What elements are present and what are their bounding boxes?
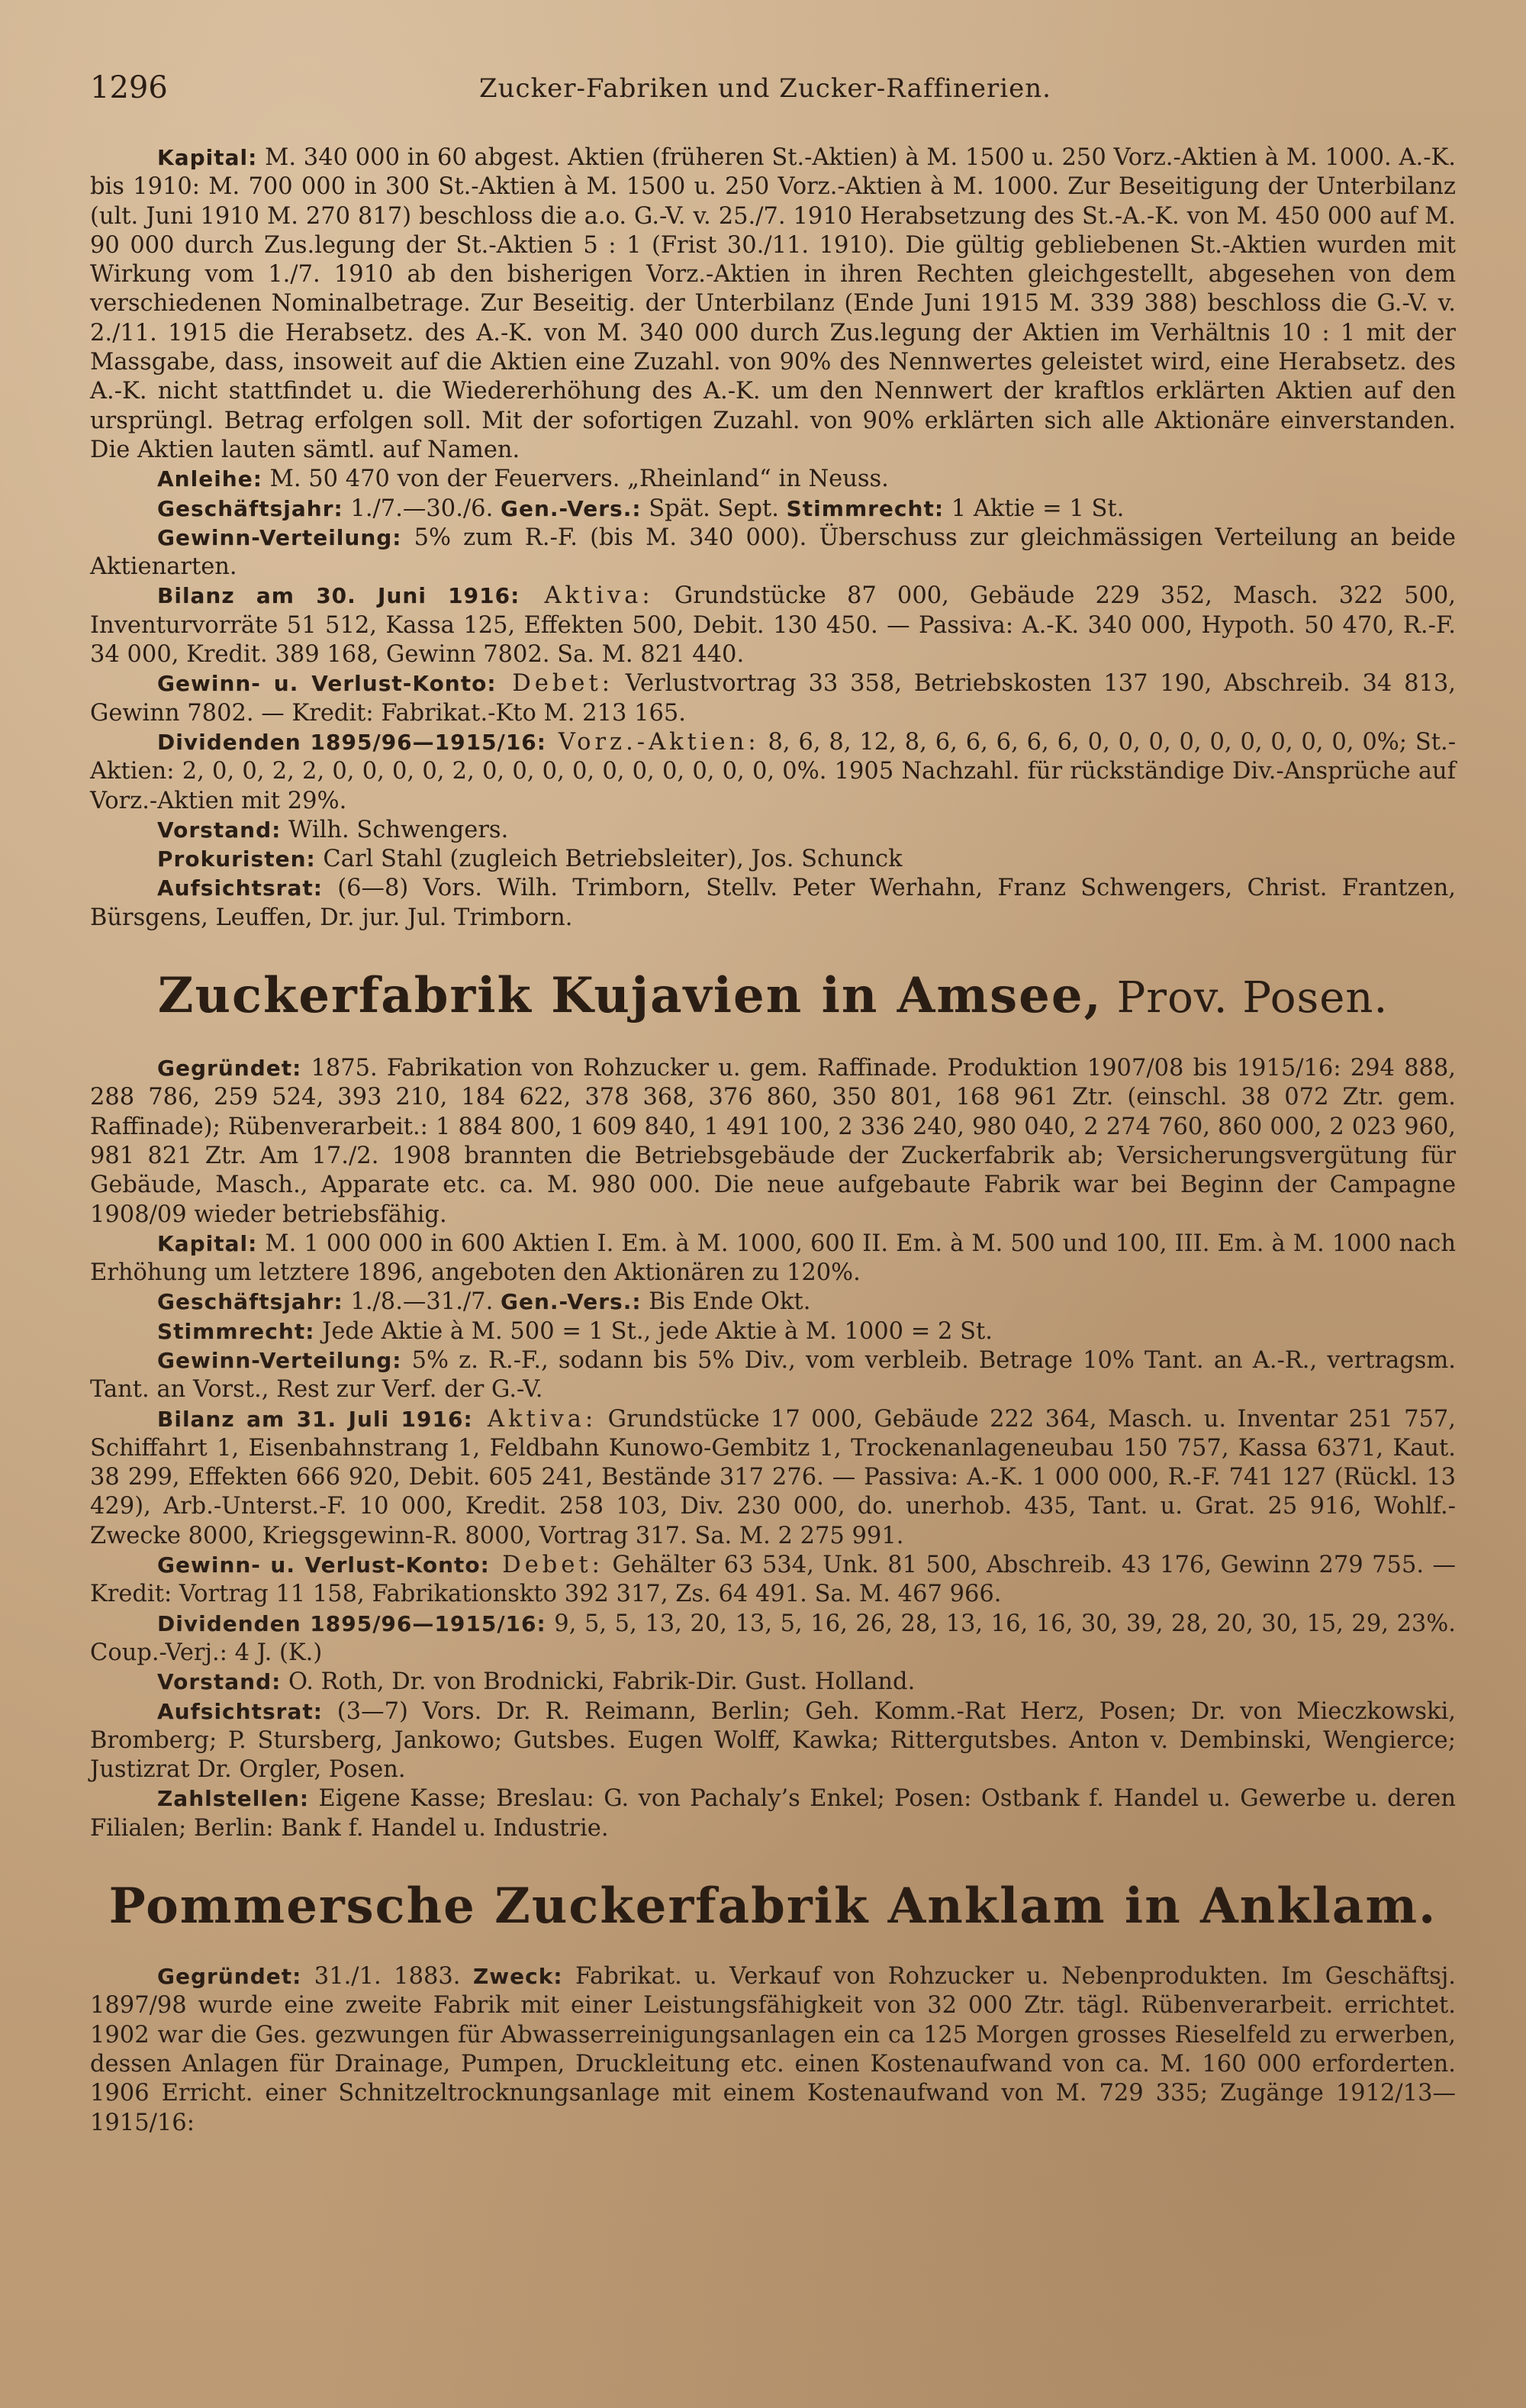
spaced-label: Aktiva: [472, 1405, 597, 1433]
entry-paragraph [90, 1405, 1456, 1551]
field-text: 1./7.—30./6. [343, 495, 501, 522]
field-label: Gewinn-Verteilung: [157, 1347, 402, 1373]
field-text: (3—7) Vors. Dr. R. Reimann, Berlin; Geh. Komm.-Rat Herz, Posen; Dr. von Mieczkowski, Bromberg; P. Stursberg, Jankowo; Gutsbes. Eugen Wolff, Kawka; Rittergutsbes. Anton v. Dembinski, Wengierce; Justizrat Dr. Orgler, Posen. [90, 1697, 1456, 1784]
page-content [90, 143, 1456, 2138]
entry-paragraph [90, 816, 1456, 845]
field-text: Spät. Sept. [641, 495, 787, 522]
entry-paragraph [90, 524, 1456, 582]
field-label: Gewinn- u. Verlust-Konto: [157, 671, 497, 697]
entry-paragraph [90, 495, 1456, 524]
company-title [90, 1878, 1456, 1936]
field-label: Aufsichtsrat: [157, 1698, 323, 1724]
company-name: Zuckerfabrik Kujavien in Amsee, [157, 967, 1103, 1025]
field-text: 1./8.—31./7. [343, 1288, 501, 1316]
field-label: Kapital: [157, 145, 258, 170]
entry-paragraph [90, 1054, 1456, 1230]
entry-paragraph [90, 845, 1456, 874]
field-label: Vorstand: [157, 817, 282, 843]
field-label: Bilanz am 30. Juni 1916: [157, 583, 520, 609]
field-label: Prokuristen: [157, 846, 316, 872]
entry-paragraph [90, 669, 1456, 728]
field-text: Verlustvortrag 33 358, Betriebskosten 137 190, Abschreib. 34 813, Gewinn 7802. — Kredit: Fabrikat.-Kto M. 213 165. [90, 670, 1456, 727]
field-label: Bilanz am 31. Juli 1916: [157, 1406, 473, 1432]
company-entry [90, 1880, 1456, 2138]
entry-paragraph [90, 1317, 1456, 1346]
entry-paragraph [90, 1551, 1456, 1610]
field-label: Anleihe: [157, 466, 262, 492]
field-text: Jede Aktie à M. 500 = 1 St., jede Aktie à M. 1000 = 2 St. [314, 1317, 993, 1345]
field-text: Fabrikat. u. Verkauf von Rohzucker u. Nebenprodukten. Im Geschäftsj. 1897/98 wurde eine zweite Fabrik mit einer Leistungsfähigkeit von 32 000 Ztr. tägl. Rübenverarbeit. errichtet. 1902 war die Ges. gezwungen für Abwasserreinigungsanlagen ein ca 125 Morgen grosses Rieselfeld zu erwerben, dessen Anlagen für Drainage, Pumpen, Druckleitung etc. einen Kostenaufwand von ca. M. 160 000 erforderten. 1906 Erricht. einer Schnitzeltrocknungsanlage mit einem Kostenaufwand von M. 729 335; Zugänge 1912/13—1915/16: [90, 1963, 1456, 2136]
field-label: Gegründet: [157, 1964, 302, 1990]
field-label: Stimmrecht: [157, 1318, 315, 1344]
company-entry [90, 969, 1456, 1843]
field-text: O. Roth, Dr. von Brodnicki, Fabrik-Dir. Gust. Holland. [281, 1668, 916, 1696]
page-header [90, 70, 1448, 116]
field-label: Dividenden 1895/96—1915/16: [157, 1610, 546, 1636]
field-text: Grundstücke 17 000, Gebäude 222 364, Masch. u. Inventar 251 757, Schiffahrt 1, Eisenbahnstrang 1, Feldbahn Kunowo-Gembitz 1, Trockenanlageneubau 150 757, Kassa 6371, Kaut. 38 299, Effekten 666 920, Debit. 605 241, Bestände 317 276. — Passiva: A.-K. 1 000 000, R.-F. 741 127 (Rückl. 13 429), Arb.-Unterst.-F. 10 000, Kredit. 258 103, Div. 230 000, do. unerhob. 435, Tant. u. Grat. 25 916, Wohlf.-Zwecke 8000, Kriegsgewinn-R. 8000, Vortrag 317. Sa. M. 2 275 991. [90, 1405, 1456, 1549]
field-label: Gen.-Vers.: [500, 1289, 642, 1315]
field-label: Gegründet: [157, 1056, 302, 1082]
field-text: M. 340 000 in 60 abgest. Aktien (früheren St.-Aktien) à M. 1500 u. 250 Vorz.-Aktien à M. 1000. A.-K. bis 1910: M. 700 000 in 300 St.-Aktien à M. 1500 u. 250 Vorz.-Aktien à M. 1000. Zur Beseitigung der Unterbilanz (ult. Juni 1910 M. 270 817) beschloss die a.o. G.-V. v. 25./7. 1910 Herabsetzung des St.-A.-K. von M. 450 000 auf M. 90 000 durch Zus.legung der St.-Aktien 5 : 1 (Frist 30./11. 1910). Die gültig gebliebenen St.-Aktien wurden mit Wirkung vom 1./7. 1910 ab den bisherigen Vorz.-Aktien in ihren Rechten gleichgestellt, abgesehen von dem verschiedenen Nominalbetrage. Zur Beseitig. der Unterbilanz (Ende Juni 1915 M. 339 388) beschloss die G.-V. v. 2./11. 1915 die Herabsetz. des A.-K. von M. 340 000 durch Zus.legung der Aktien im Verhältnis 10 : 1 mit der Massgabe, dass, insoweit auf die Aktien eine Zuzahl. von 90% des Nennwertes geleistet wird, eine Herabsetz. des A.-K. nicht stattfindet u. die Wiedererhöhung des A.-K. um den Nennwert der kraftlos erklärten Aktien auf den ursprüngl. Betrag erfolgen soll. Mit der sofortigen Zuzahl. von 90% erklärten sich alle Aktionäre einverstanden. Die Aktien lauten sämtl. auf Namen. [90, 144, 1456, 463]
running-title: Zucker-Fabriken und Zucker-Raffinerien. [479, 73, 1051, 104]
field-label: Aufsichtsrat: [157, 875, 323, 901]
field-text: Gehälter 63 534, Unk. 81 500, Abschreib. 43 176, Gewinn 279 755. — Kredit: Vortrag 11 158, Fabrikationskto 392 317, Zs. 64 491. Sa. M. 467 966. [90, 1552, 1457, 1608]
entry-paragraph [90, 582, 1456, 669]
field-text: 31./1. 1883. [301, 1963, 473, 1991]
spaced-label: Aktiva: [520, 582, 654, 610]
field-label: Stimmrecht: [786, 495, 945, 521]
field-label: Gewinn- u. Verlust-Konto: [157, 1552, 490, 1578]
entry-paragraph [90, 874, 1456, 933]
company-location: Prov. Posen. [1102, 973, 1389, 1023]
field-label: Zahlstellen: [157, 1786, 310, 1812]
entry-paragraph [90, 1784, 1456, 1843]
field-label: Geschäftsjahr: [157, 495, 343, 521]
entry-paragraph [90, 1288, 1456, 1317]
entry-paragraph [90, 1962, 1456, 2138]
entry-paragraph [90, 143, 1456, 465]
field-text: Bis Ende Okt. [641, 1288, 811, 1316]
field-text: M. 1 000 000 in 600 Aktien I. Em. à M. 1000, 600 II. Em. à M. 500 und 100, III. Em. à M. 1000 nach Erhöhung um letztere 1896, angeboten den Aktionären zu 120%. [90, 1230, 1456, 1287]
field-text: 5% z. R.-F., sodann bis 5% Div., vom verbleib. Betrage 10% Tant. an A.-R., vertragsm. Tant. an Vorst., Rest zur Verf. der G.-V. [90, 1346, 1456, 1404]
field-label: Dividenden 1895/96—1915/16: [157, 729, 546, 755]
entry-paragraph [90, 1610, 1456, 1668]
field-label: Gewinn-Verteilung: [157, 524, 402, 550]
field-text: (6—8) Vors. Wilh. Trimborn, Stellv. Peter Werhahn, Franz Schwengers, Christ. Frantzen, Bürsgens, Leuffen, Dr. jur. Jul. Trimborn. [90, 875, 1456, 931]
spaced-label: Debet: [496, 670, 613, 698]
field-text: 1875. Fabrikation von Rohzucker u. gem. Raffinade. Produktion 1907/08 bis 1915/16: 294 888, 288 786, 259 524, 393 210, 184 622, 378 368, 376 860, 350 801, 168 961 Ztr. (einschl. 38 072 Ztr. gem. Raffinade); Rübenverarbeit.: 1 884 800, 1 609 840, 1 491 100, 2 336 240, 980 040, 2 274 760, 860 000, 2 023 960, 981 821 Ztr. Am 17./2. 1908 brannten die Betriebsgebäude der Zuckerfabrik ab; Versicherungsvergütung für Gebäude, Masch., Apparate etc. ca. M. 980 000. Die neue aufgebaute Fabrik war bei Beginn der Campagne 1908/09 wieder betriebsfähig. [90, 1055, 1456, 1228]
company-entry [90, 143, 1456, 933]
entry-paragraph [90, 1346, 1456, 1405]
field-label: Vorstand: [157, 1669, 282, 1695]
entry-paragraph [90, 1230, 1456, 1288]
field-label: Zweck: [472, 1964, 563, 1990]
spaced-label: Vorz.-Aktien: [546, 728, 760, 756]
spaced-label: Debet: [489, 1552, 604, 1579]
entry-paragraph [90, 1668, 1456, 1697]
field-text: M. 50 470 von der Feuervers. „Rheinland“ in Neuss. [262, 466, 889, 493]
field-label: Gen.-Vers.: [500, 495, 642, 521]
field-text: Carl Stahl (zugleich Betriebsleiter), Jos. Schunck [315, 846, 903, 873]
field-label: Geschäftsjahr: [157, 1289, 343, 1315]
field-text: 9, 5, 5, 13, 20, 13, 5, 16, 26, 28, 13, 16, 16, 30, 39, 28, 20, 30, 15, 29, 23%. Coup.-Verj.: 4 J. (K.) [90, 1610, 1456, 1666]
field-text: 5% zum R.-F. (bis M. 340 000). Überschuss zur gleichmässigen Verteilung an beide Aktienarten. [90, 524, 1456, 581]
field-text: Eigene Kasse; Breslau: G. von Pachaly’s Enkel; Posen: Ostbank f. Handel u. Gewerbe u. deren Filialen; Berlin: Bank f. Handel u. Industrie. [90, 1785, 1456, 1842]
company-title [90, 969, 1456, 1025]
field-label: Kapital: [157, 1230, 258, 1256]
field-text: Grundstücke 87 000, Gebäude 229 352, Masch. 322 500, Inventurvorräte 51 512, Kassa 125, Effekten 500, Debit. 130 450. — Passiva: A.-K. 340 000, Hypoth. 50 470, R.-F. 34 000, Kredit. 389 168, Gewinn 7802. Sa. M. 821 440. [90, 582, 1456, 669]
field-text: Wilh. Schwengers. [281, 816, 509, 843]
field-text: 1 Aktie = 1 St. [944, 495, 1125, 522]
page-number: 1296 [90, 70, 168, 105]
company-name: Pommersche Zuckerfabrik Anklam in Anklam. [108, 1878, 1437, 1936]
entry-paragraph [90, 465, 1456, 494]
entry-paragraph [90, 1697, 1456, 1785]
entry-paragraph [90, 728, 1456, 816]
field-text: 8, 6, 8, 12, 8, 6, 6, 6, 6, 6, 0, 0, 0, 0, 0, 0, 0, 0, 0, 0%; St.-Aktien: 2, 0, 0, 2, 2, 0, 0, 0, 0, 2, 0, 0, 0, 0, 0, 0, 0, 0, 0, 0, 0%. 1905 Nachzahl. für rückständige Div.-Ansprüche auf Vorz.-Aktien mit 29%. [90, 728, 1457, 814]
